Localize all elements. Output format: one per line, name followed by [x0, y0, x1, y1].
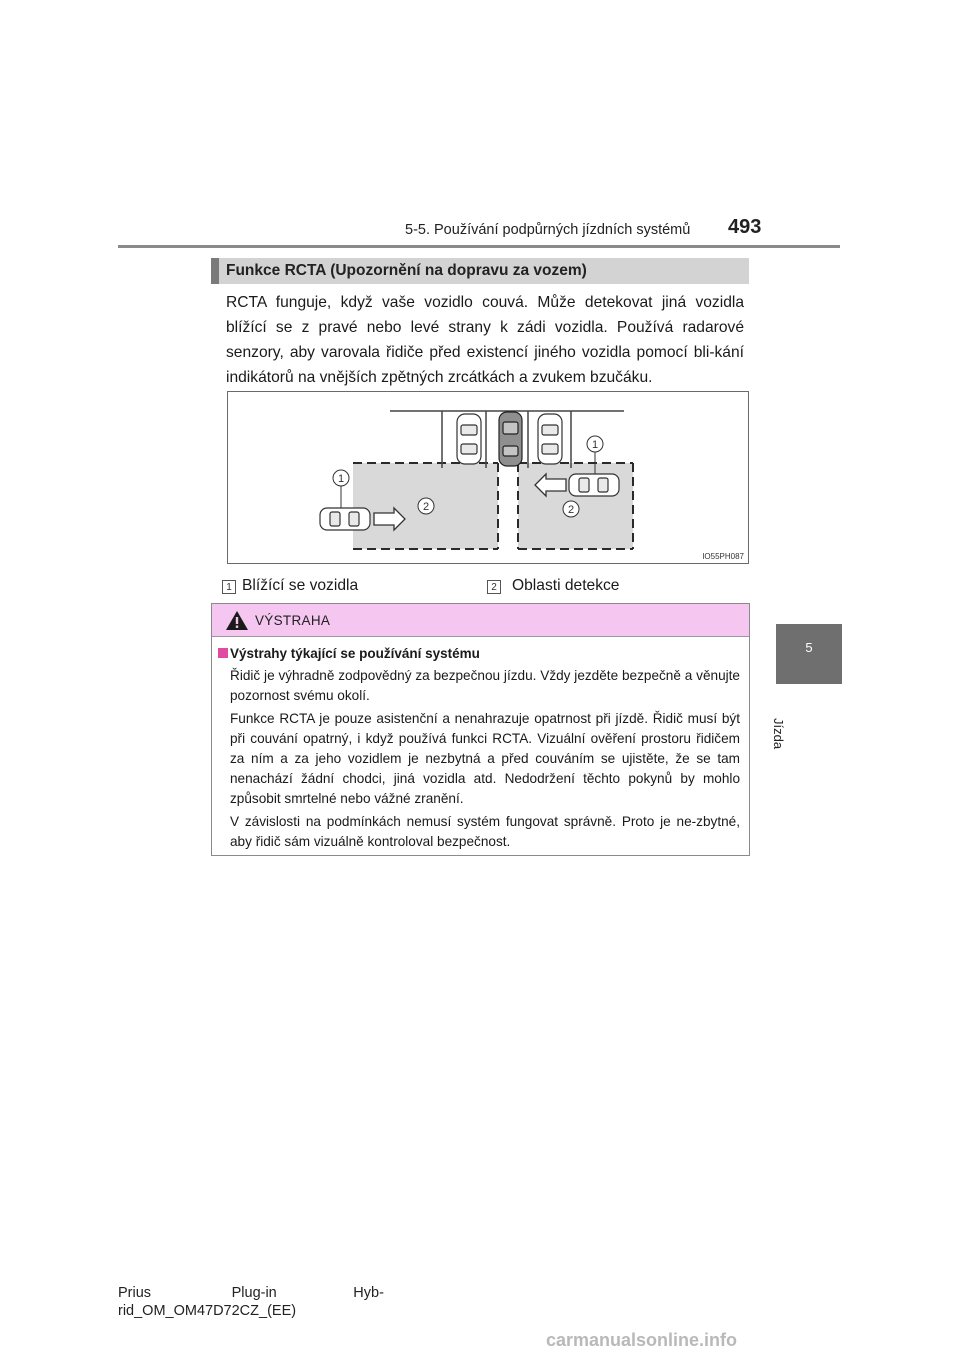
parked-car-1: [457, 414, 481, 464]
legend-2-text: Oblasti detekce: [512, 577, 620, 594]
own-car-reversing: [499, 412, 522, 466]
parked-car-2: [538, 414, 562, 464]
rcta-diagram: [227, 391, 749, 564]
callout-2-right: 2: [567, 504, 575, 516]
bullet-square-icon: [218, 648, 228, 658]
warning-subheading: Výstrahy týkající se používání systému: [230, 646, 480, 661]
chapter-label: Jízda: [771, 718, 786, 750]
warning-paragraph-1: Řidič je výhradně zodpovědný za bezpečnou jízdu. Vždy jezděte bezpečně a věnujte pozornost svému okolí.: [230, 668, 740, 703]
legend-2-number: 2: [487, 580, 501, 594]
callout-2-left: 2: [422, 501, 430, 513]
warning-header-rule: [212, 636, 749, 637]
running-header-section: 5-5. Používání podpůrných jízdních systémů: [405, 222, 691, 238]
section-heading-accent: [211, 258, 219, 284]
legend-1-number: 1: [222, 580, 236, 594]
approaching-car-right: [569, 474, 619, 496]
callout-1-right: 1: [591, 439, 599, 451]
chapter-number: 5: [805, 640, 813, 655]
rcta-illustration: [228, 392, 750, 565]
warning-paragraph-2: Funkce RCTA je pouze asistenční a nenahrazuje opatrnost při jízdě. Řidič musí být při couvání opatrný, i když používá funkci RCTA. Vizuální ověření prostoru řidičem za ním a za jeho vozidlem je nezbytná a před couváním se ujistěte, že se tam nenachází žádní chodci, jiná vozidla atd. Nedodržení těchto pokynů by mohlo způsobit smrtelné nebo vážné zranění.: [230, 711, 740, 806]
section-title: Funkce RCTA (Upozornění na dopravu za vozem): [226, 262, 587, 279]
footer-model-id: Prius Plug-in Hyb- rid_OM_OM47D72CZ_(EE): [118, 1285, 384, 1319]
figure-code: IO55PH087: [702, 552, 744, 561]
legend-1-text: Blížící se vozidla: [242, 577, 359, 594]
intro-paragraph: RCTA funguje, když vaše vozidlo couvá. Může detekovat jiná vozidla blížící se z pravé nebo levé strany k zádi vozidla. Používá radarové senzory, aby varovala řidiče před existencí jiného vozidla pomocí bli-kání indikátorů na vnějších zpětných zrcátkách a zvukem bzučáku.: [226, 294, 744, 386]
warning-triangle-icon: [225, 610, 249, 631]
approaching-car-left: [320, 508, 370, 530]
watermark: carmanualsonline.info: [546, 1330, 738, 1350]
warning-paragraph-3: V závislosti na podmínkách nemusí systém fungovat správně. Proto je ne-zbytné, aby řidič sám vizuálně kontroloval bezpečnost.: [230, 814, 740, 849]
callout-1-left: 1: [337, 473, 345, 485]
page-number: 493: [728, 216, 762, 238]
header-rule: [118, 245, 840, 248]
warning-label: VÝSTRAHA: [255, 613, 331, 628]
